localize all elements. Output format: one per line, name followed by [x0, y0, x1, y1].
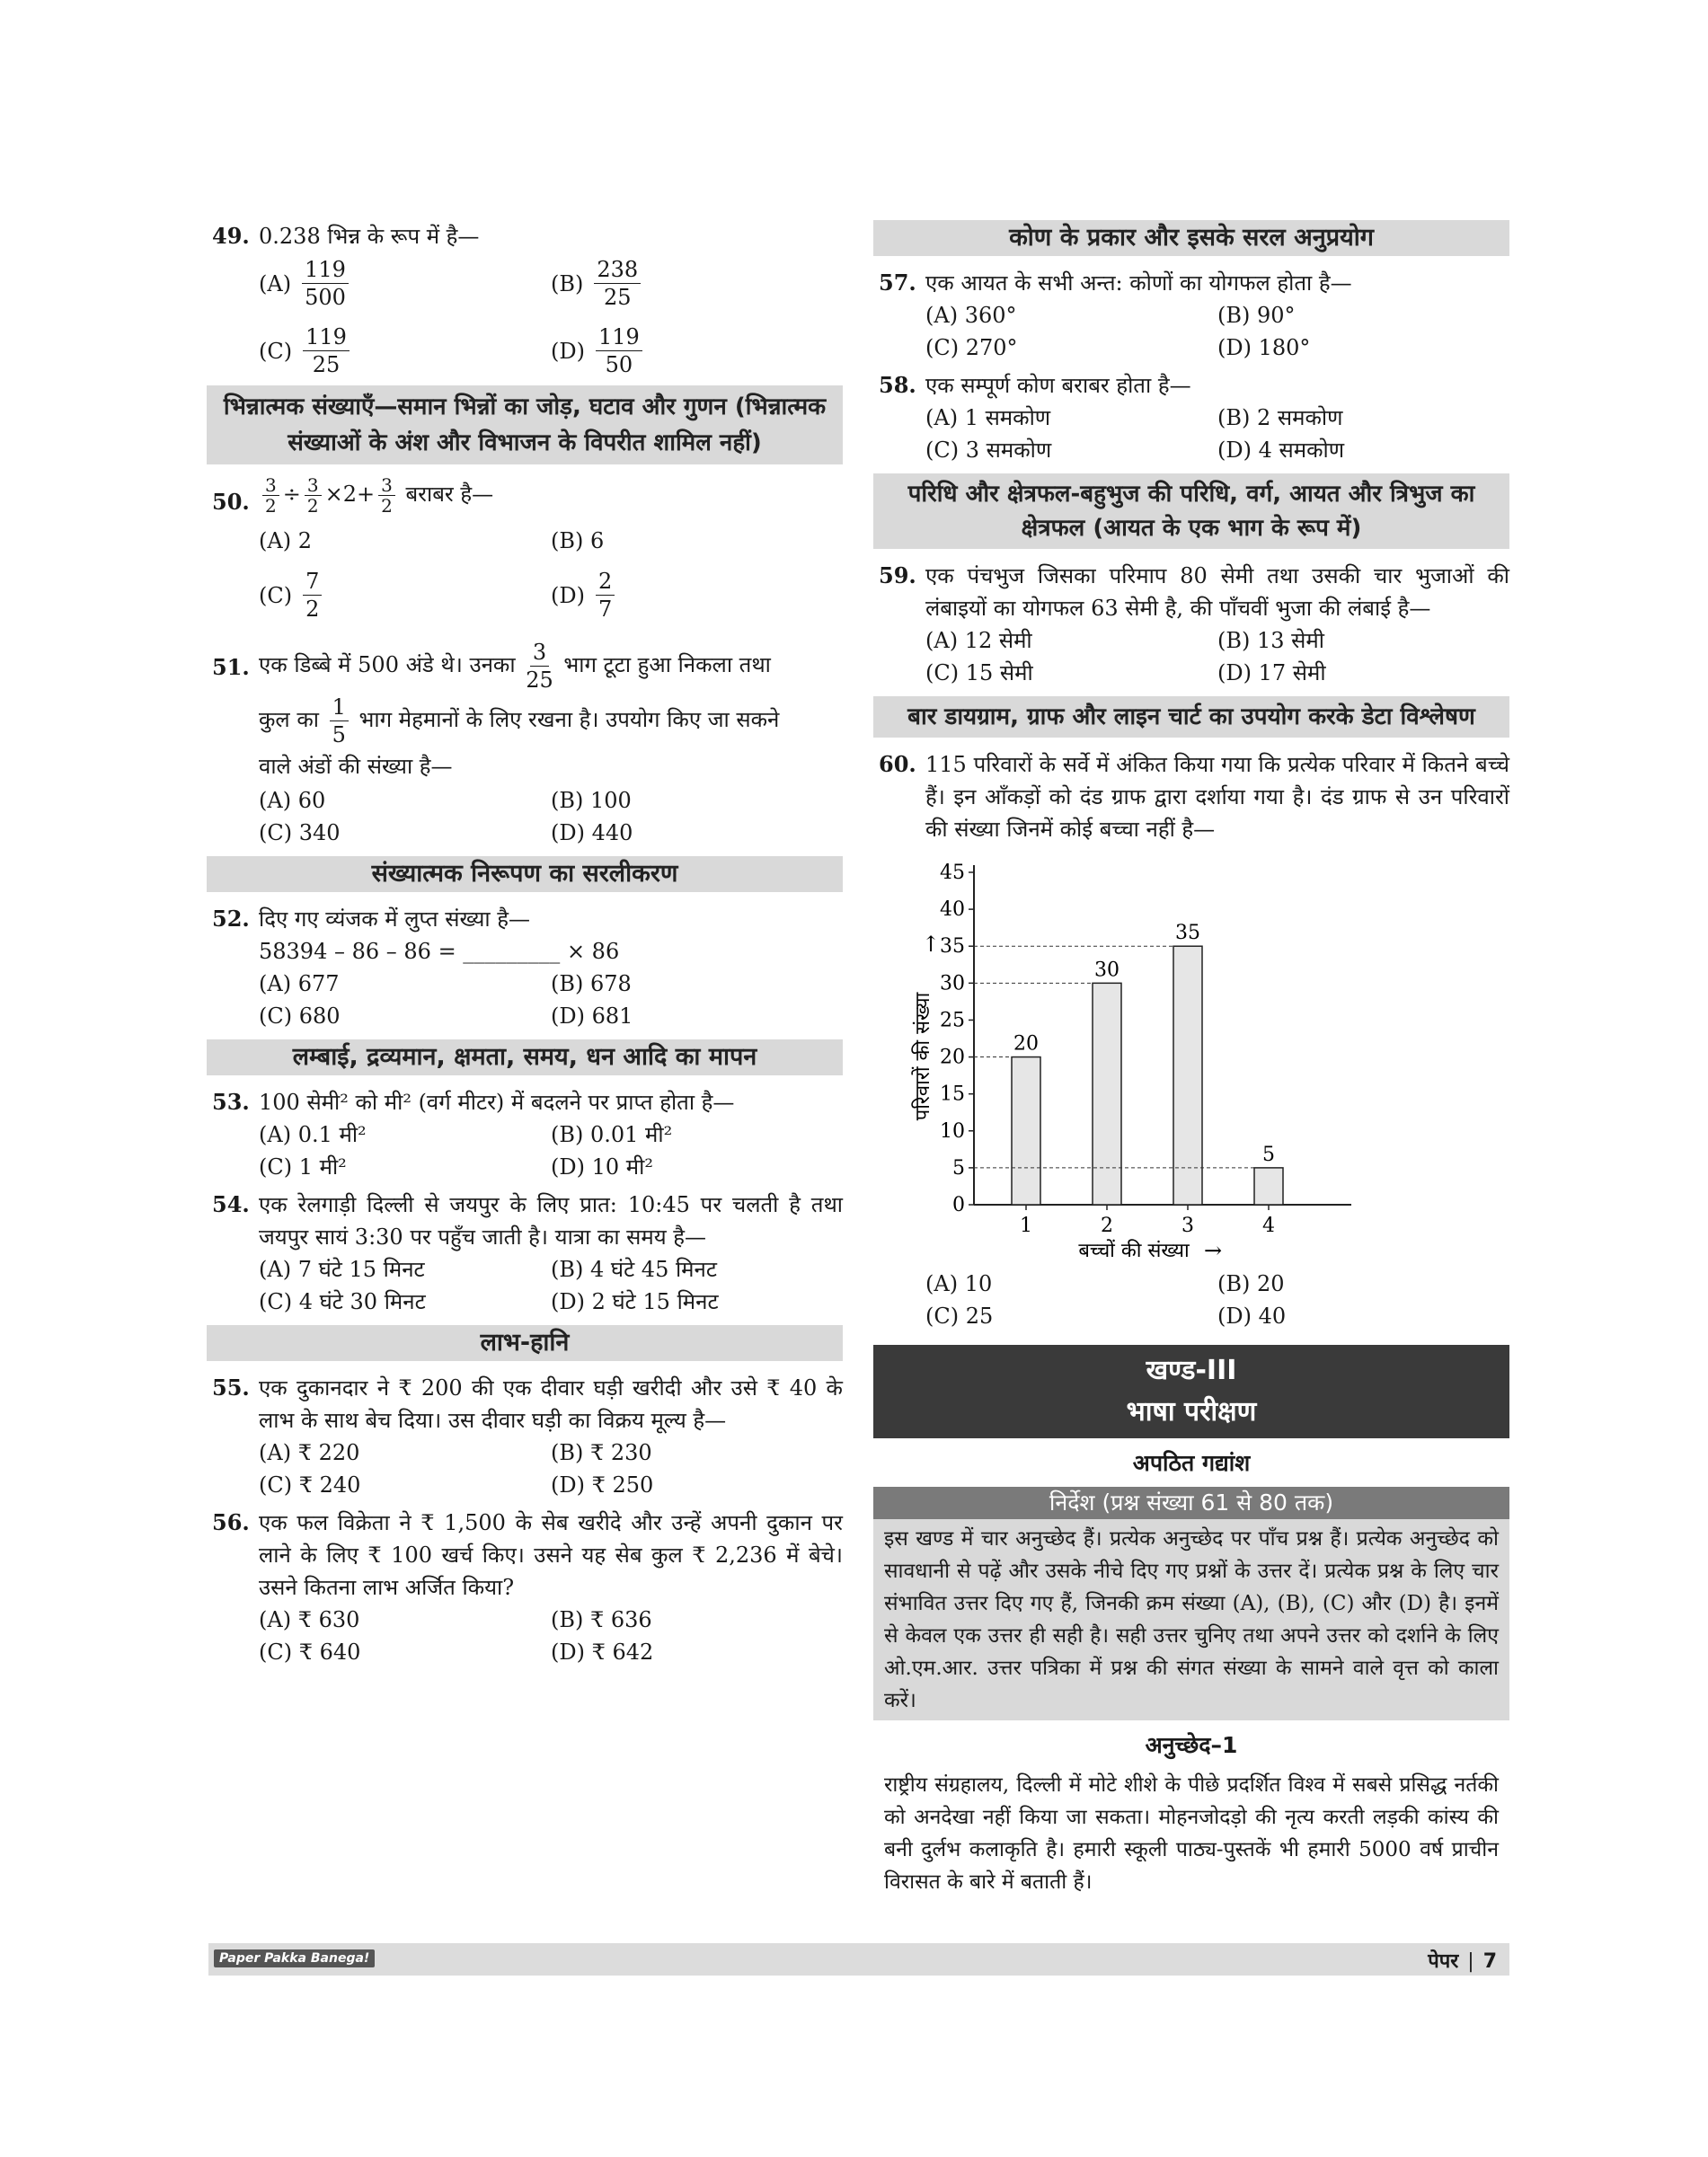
- question-50: [207, 475, 843, 623]
- question-number: 52.: [212, 906, 250, 932]
- option-b[interactable]: (B) 0.01 मी²: [551, 1122, 673, 1147]
- question-58: [873, 369, 1509, 466]
- question-number: 58.: [879, 372, 916, 398]
- question-number: 57.: [879, 270, 916, 296]
- option-a[interactable]: (A) 360°: [925, 303, 1017, 328]
- y-tick-label: 20: [940, 1046, 965, 1069]
- question-text: एक आयत के सभी अन्त: कोणों का योगफल होता है—: [925, 270, 1352, 296]
- option-c[interactable]: (C) 340: [259, 820, 341, 845]
- question-number: 50.: [212, 489, 250, 515]
- option-a[interactable]: (A) $\frac{119}{500}$: [259, 256, 551, 311]
- option-c[interactable]: (C) 15 सेमी: [925, 660, 1033, 685]
- bar-chart: [891, 845, 1358, 1268]
- x-axis-arrow: →: [1204, 1238, 1223, 1263]
- section-banner: [873, 1345, 1509, 1438]
- option-d[interactable]: (D) 681: [551, 1003, 633, 1029]
- option-b[interactable]: (B) $\frac{238}{25}$: [551, 256, 843, 311]
- option-c[interactable]: (C) $\frac{119}{25}$: [259, 323, 551, 378]
- question-number: 56.: [212, 1509, 250, 1535]
- question-number: 53.: [212, 1089, 250, 1115]
- option-b[interactable]: (B) 20: [1217, 1271, 1285, 1296]
- y-tick-label: 45: [940, 862, 965, 884]
- question-text: एक दुकानदार ने ₹ 200 की एक दीवार घड़ी खरीदी और उसे ₹ 40 के लाभ के साथ बेच दिया। उस दीवार घड़ी का विक्रय मूल्य है—: [259, 1375, 843, 1433]
- question-59: [873, 560, 1509, 689]
- question-number: 49.: [212, 223, 250, 249]
- option-c[interactable]: (C) ₹ 640: [259, 1640, 361, 1665]
- question-number: 60.: [879, 751, 916, 777]
- question-number: 59.: [879, 562, 916, 588]
- section-heading: बार डायग्राम, ग्राफ और लाइन चार्ट का उपयोग करके डेटा विश्लेषण: [873, 696, 1509, 738]
- y-tick-label: 25: [940, 1009, 965, 1032]
- option-b[interactable]: (B) 678: [551, 971, 632, 996]
- option-b[interactable]: (B) ₹ 636: [551, 1607, 652, 1632]
- option-d[interactable]: (D) 4 समकोण: [1217, 438, 1345, 463]
- option-d[interactable]: (D) 10 मी²: [551, 1154, 653, 1180]
- option-a[interactable]: (A) 1 समकोण: [925, 405, 1051, 430]
- y-tick-label: 35: [940, 935, 965, 959]
- question-text: 100 सेमी² को मी² (वर्ग मीटर) में बदलने पर प्राप्त होता है—: [259, 1090, 735, 1115]
- question-text: एक फल विक्रेता ने ₹ 1,500 के सेब खरीदे और उन्हें अपनी दुकान पर लाने के लिए ₹ 100 खर्च किए। उसने यह सेब कुल ₹ 2,236 में बेचे। उसने कितना लाभ अर्जित किया?: [259, 1510, 843, 1600]
- option-d[interactable]: (D) 440: [551, 820, 633, 845]
- section-heading: कोण के प्रकार और इसके सरल अनुप्रयोग: [873, 220, 1509, 256]
- option-b[interactable]: (B) 4 घंटे 45 मिनट: [551, 1257, 717, 1282]
- question-52: [207, 903, 843, 1032]
- option-b[interactable]: (B) 90°: [1217, 303, 1296, 328]
- option-a[interactable]: (A) 2: [259, 528, 312, 553]
- section-heading: संख्यात्मक निरूपण का सरलीकरण: [207, 856, 843, 892]
- question-number: 55.: [212, 1375, 250, 1401]
- question-60: [873, 748, 1509, 1332]
- question-text: 115 परिवारों के सर्वे में अंकित किया गया कि प्रत्येक परिवार में कितने बच्चे हैं। इन आँकड़ों को दंड ग्राफ द्वारा दर्शाया गया है। दंड ग्राफ से उन परिवारों की संख्या जिनमें कोई बच्चा नहीं है—: [925, 752, 1509, 842]
- option-d[interactable]: (D) 17 सेमी: [1217, 660, 1326, 685]
- option-a[interactable]: (A) ₹ 630: [259, 1607, 360, 1632]
- option-d[interactable]: (D) ₹ 250: [551, 1472, 654, 1498]
- y-axis-arrow: ↑: [922, 932, 941, 957]
- right-column: [873, 220, 1509, 1898]
- section-heading: भिन्नात्मक संख्याएँ—समान भिन्नों का जोड़, घटाव और गुणन (भिन्नात्मक संख्याओं के अंश और विभाजन के विपरीत शामिल नहीं): [207, 385, 843, 464]
- left-column: [207, 220, 843, 1674]
- option-b[interactable]: (B) 100: [551, 788, 632, 813]
- section-heading: लाभ-हानि: [207, 1325, 843, 1361]
- question-49: [207, 220, 843, 378]
- bar: [1254, 1168, 1283, 1205]
- option-c[interactable]: (C) $\frac{7}{2}$: [259, 568, 551, 623]
- page-number: पेपर | 7: [1428, 1950, 1497, 1973]
- passage-text: राष्ट्रीय संग्रहालय, दिल्ली में मोटे शीशे के पीछे प्रदर्शित विश्व में सबसे प्रसिद्ध नर्तकी को अनदेखा नहीं किया जा सकता। मोहनजोदड़ो की नृत्य करती लड़की कांस्य की बनी दुर्लभ कलाकृति है। हमारी स्कूली पाठ्य-पुस्तकें भी हमारी 5000 वर्ष प्राचीन विरासत के बारे में बताती हैं।: [884, 1773, 1499, 1894]
- question-51: [207, 639, 843, 849]
- option-a[interactable]: (A) 0.1 मी²: [259, 1122, 367, 1147]
- option-d[interactable]: (D) 2 घंटे 15 मिनट: [551, 1289, 719, 1314]
- option-d[interactable]: (D) 180°: [1217, 335, 1311, 360]
- y-tick-label: 30: [940, 972, 965, 995]
- option-a[interactable]: (A) ₹ 220: [259, 1440, 360, 1465]
- option-d[interactable]: (D) 40: [1217, 1304, 1287, 1329]
- y-tick-label: 5: [952, 1156, 965, 1180]
- y-tick-label: 40: [940, 898, 965, 922]
- question-56: [207, 1507, 843, 1668]
- bar-value-label: 20: [1013, 1032, 1039, 1056]
- question-number: 51.: [212, 654, 250, 680]
- bar-value-label: 35: [1175, 922, 1200, 945]
- bar: [1012, 1057, 1040, 1205]
- option-c[interactable]: (C) 3 समकोण: [925, 438, 1052, 463]
- option-b[interactable]: (B) ₹ 230: [551, 1440, 652, 1465]
- question-57: [873, 267, 1509, 364]
- bar-value-label: 30: [1094, 959, 1119, 982]
- y-tick-label: 15: [940, 1083, 965, 1106]
- bar: [1093, 983, 1121, 1205]
- x-axis-label: बच्चों की संख्या: [1078, 1240, 1190, 1262]
- question-text: दिए गए व्यंजक में लुप्त संख्या है—: [259, 906, 530, 932]
- option-c[interactable]: (C) 1 मी²: [259, 1154, 347, 1180]
- option-b[interactable]: (B) 6: [551, 528, 605, 553]
- option-c[interactable]: (C) 680: [259, 1003, 341, 1029]
- section-heading: लम्बाई, द्रव्यमान, क्षमता, समय, धन आदि का मापन: [207, 1039, 843, 1075]
- passage-title: अनुच्छेद–1: [1145, 1732, 1238, 1758]
- instructions-body: इस खण्ड में चार अनुच्छेद हैं। प्रत्येक अनुच्छेद पर पाँच प्रश्न हैं। प्रत्येक अनुच्छेद को सावधानी से पढ़ें और उसके नीचे दिए गए प्रश्नों के उत्तर दें। प्रत्येक प्रश्न के लिए चार संभावित उत्तर दिए गए हैं, जिनकी क्रम संख्या (A), (B), (C) और (D) है। इनमें से केवल एक उत्तर ही सही है। सही उत्तर चुनिए तथा अपने उत्तर को दर्शाने के लिए ओ.एम.आर. उत्तर पत्रिका में प्रश्न की संगत संख्या के सामने वाले वृत्त को काला करें।: [873, 1519, 1509, 1720]
- option-a[interactable]: (A) 10: [925, 1271, 993, 1296]
- x-tick-label: 1: [1020, 1215, 1032, 1237]
- option-d[interactable]: (D) $\frac{2}{7}$: [551, 568, 843, 623]
- question-text: $\frac{3}{2}$ ÷ $\frac{3}{2}$ ×2+ $\frac{3}{2}$ बराबर है—: [259, 475, 843, 516]
- y-tick-label: 0: [952, 1194, 965, 1216]
- x-tick-label: 4: [1262, 1215, 1275, 1237]
- instructions-heading: निर्देश (प्रश्न संख्या 61 से 80 तक): [873, 1487, 1509, 1519]
- option-d[interactable]: (D) ₹ 642: [551, 1640, 654, 1665]
- brand-logo: Paper Pakka Banega!: [214, 1949, 375, 1967]
- option-d[interactable]: (D) $\frac{119}{50}$: [551, 323, 843, 378]
- page-footer: [208, 1943, 1509, 1976]
- question-55: [207, 1372, 843, 1501]
- question-text: एक सम्पूर्ण कोण बराबर होता है—: [925, 373, 1191, 398]
- question-text: एक पंचभुज जिसका परिमाप 80 सेमी तथा उसकी चार भुजाओं की लंबाइयों का योगफल 63 सेमी है, की पाँचवीं भुजा की लंबाई है—: [925, 563, 1509, 621]
- y-tick-label: 10: [940, 1119, 965, 1143]
- question-text: 0.238 भिन्न के रूप में है—: [259, 224, 480, 249]
- question-number: 54.: [212, 1191, 250, 1217]
- subsection-title: अपठित गद्यांश: [1132, 1450, 1251, 1476]
- y-axis-label: परिवारों की संख्या: [912, 992, 934, 1121]
- question-54: [207, 1189, 843, 1318]
- option-c[interactable]: (C) 25: [925, 1304, 994, 1329]
- option-a[interactable]: (A) 7 घंटे 15 मिनट: [259, 1257, 425, 1282]
- bar: [1173, 946, 1202, 1205]
- option-a[interactable]: (A) 60: [259, 788, 326, 813]
- option-b[interactable]: (B) 13 सेमी: [1217, 628, 1324, 653]
- x-tick-label: 3: [1181, 1215, 1194, 1237]
- x-tick-label: 2: [1101, 1215, 1113, 1237]
- expression: 58394 – 86 – 86 = _________ × 86: [259, 939, 620, 964]
- option-c[interactable]: (C) ₹ 240: [259, 1472, 361, 1498]
- section-label: खण्ड-III: [1146, 1355, 1237, 1386]
- option-b[interactable]: (B) 2 समकोण: [1217, 405, 1343, 430]
- question-text: एक रेलगाड़ी दिल्ली से जयपुर के लिए प्रात: 10:45 पर चलती है तथा जयपुर सायं 3:30 पर पहुँच जाती है। यात्रा का समय है—: [259, 1192, 843, 1250]
- option-c[interactable]: (C) 270°: [925, 335, 1018, 360]
- option-a[interactable]: (A) 12 सेमी: [925, 628, 1032, 653]
- bar-value-label: 5: [1262, 1143, 1275, 1166]
- question-53: [207, 1086, 843, 1183]
- section-title: भाषा परीक्षण: [1126, 1396, 1257, 1428]
- option-c[interactable]: (C) 4 घंटे 30 मिनट: [259, 1289, 426, 1314]
- option-a[interactable]: (A) 677: [259, 971, 340, 996]
- section-heading: परिधि और क्षेत्रफल-बहुभुज की परिधि, वर्ग, आयत और त्रिभुज का क्षेत्रफल (आयत के एक भाग के रूप में): [873, 473, 1509, 549]
- question-text: एक डिब्बे में 500 अंडे थे। उनका $\frac{3}{25}$ भाग टूटा हुआ निकला तथा कुल का $\frac{1}{5}$ भाग मेहमानों के लिए रखना है। उपयोग किए जा सकने वाले अंडों की संख्या है—: [259, 640, 780, 779]
